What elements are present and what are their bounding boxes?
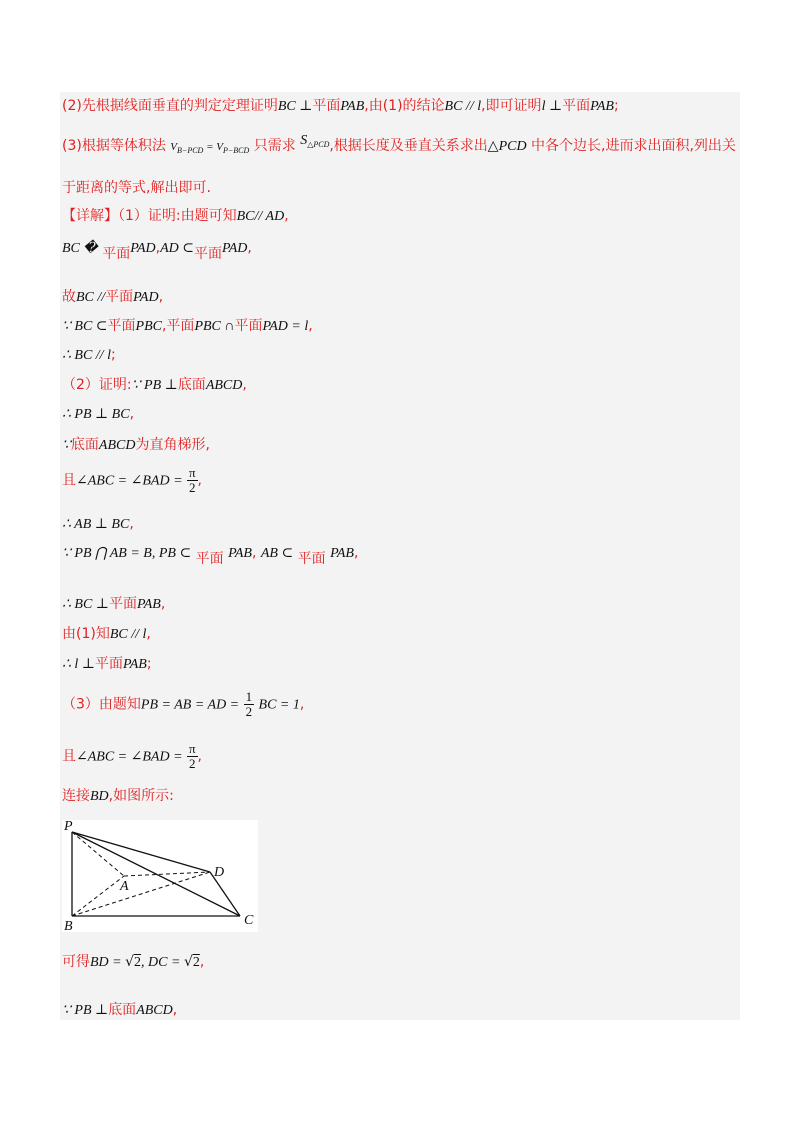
math: PAB	[340, 99, 365, 114]
text: ;	[613, 98, 619, 114]
text: (3)根据等体积法	[62, 138, 166, 154]
math: BD	[90, 789, 109, 804]
text: 平面	[297, 551, 326, 567]
text: ,	[129, 516, 134, 532]
math: ABCD	[136, 1003, 173, 1018]
text: 底面	[108, 1002, 137, 1018]
math: ABCD	[98, 438, 136, 453]
pyramid-diagram	[62, 820, 258, 932]
label-D: D	[214, 865, 225, 880]
text: 平面	[107, 318, 136, 334]
fraction-pi-over-2: $\frac{\pi}{2}$	[188, 741, 196, 771]
line-detail-6	[62, 375, 247, 396]
text: ,	[197, 748, 202, 765]
text: (2)先根据线面垂直的判定定理证明	[62, 98, 278, 114]
text: ,	[308, 318, 313, 334]
line-detail-19	[62, 1000, 177, 1021]
text: 平面	[102, 246, 131, 262]
math: PAD	[130, 241, 156, 256]
fraction-pi-over-2: $\frac{\pi}{2}$	[188, 465, 196, 495]
text: 底面	[70, 437, 99, 453]
line-detail-2	[62, 238, 252, 262]
text: ,	[299, 696, 305, 713]
text: ,由(1)的结论	[364, 98, 445, 114]
math: BC //	[76, 290, 106, 305]
text: 由(1)知	[62, 626, 110, 642]
line-detail-11	[62, 543, 359, 567]
text: 中各个边长,进而求出面积,列出关	[531, 138, 736, 154]
math: PAB	[228, 546, 252, 561]
line-detail-9	[62, 466, 202, 495]
pyramid-figure	[62, 820, 258, 932]
edge-BD	[72, 872, 210, 916]
math: ∵ PB ⊥	[131, 378, 178, 393]
math: PAD	[133, 290, 159, 305]
math: PBC	[135, 319, 162, 334]
text: ,	[242, 377, 247, 393]
math: PAB	[122, 657, 147, 672]
math: BC // l	[444, 99, 482, 114]
math: ∵ PB ⋂ AB = B, PB ⊂	[62, 546, 192, 561]
text: 平面	[195, 551, 224, 567]
line-detail-3	[62, 287, 163, 308]
math: ∵	[62, 438, 71, 453]
line-detail-4	[62, 316, 313, 337]
text: 平面	[105, 289, 134, 305]
text: 平面	[108, 596, 137, 612]
math-triangle: △PCD	[487, 139, 527, 154]
text: ,平面	[161, 318, 195, 334]
label-C: C	[244, 913, 254, 928]
line-detail-5	[62, 345, 116, 366]
math: PBC ∩	[194, 319, 235, 334]
text: ,	[146, 626, 151, 642]
math: AD ⊂	[160, 241, 194, 256]
math: BC// AD	[236, 209, 285, 224]
fraction-one-half: $\frac{1}{2}$	[245, 689, 253, 719]
line-detail-17	[62, 786, 174, 807]
label-P: P	[64, 820, 73, 834]
line-step3-hint	[62, 133, 736, 161]
text: ,	[251, 545, 257, 561]
label-A: A	[120, 879, 129, 894]
text: ,	[158, 289, 164, 305]
line-step3-hint-cont	[62, 178, 211, 198]
math: BC // l	[109, 627, 147, 642]
math: PAB	[136, 597, 161, 612]
math: ∴ AB ⊥ BC	[62, 517, 130, 532]
math: PAD	[221, 241, 248, 256]
math: PAD = l	[262, 319, 309, 334]
text: 故	[62, 289, 76, 305]
sqrt-sign: √	[183, 954, 193, 970]
line-detail-7	[62, 404, 134, 425]
text: 平面	[234, 318, 263, 334]
radicand: 2	[192, 955, 200, 970]
text: ;	[146, 656, 152, 672]
text: 且	[62, 748, 76, 765]
math: ∵ PB ⊥	[62, 1003, 109, 1018]
edge-BA	[72, 876, 124, 916]
text: ,	[199, 954, 205, 970]
radicand: 2	[134, 955, 142, 970]
text: 连接	[62, 788, 90, 804]
text: （3）由题知	[62, 696, 141, 713]
text: 底面	[177, 377, 206, 393]
text: ,	[155, 240, 161, 256]
math: ∴ PB ⊥ BC	[62, 407, 130, 422]
text: ,如图所示:	[108, 788, 174, 804]
math: BC = 1	[258, 697, 300, 713]
text: ,	[129, 406, 135, 422]
line-detail-1	[62, 206, 289, 227]
text: 【详解】（1）证明:由题可知	[62, 208, 237, 224]
line-detail-16	[62, 742, 202, 771]
text: 且	[62, 472, 76, 489]
math: ∴ BC // l	[62, 348, 111, 363]
text: ,	[172, 1002, 178, 1018]
math: BD =	[90, 955, 126, 970]
text: 平面	[562, 98, 591, 114]
line-detail-8	[62, 435, 210, 456]
line-detail-18	[62, 952, 204, 973]
math: PAB	[330, 546, 354, 561]
text: ,	[284, 208, 289, 224]
text: 平面	[193, 246, 222, 262]
line-step2-hint	[62, 96, 619, 117]
edge-AD	[124, 872, 210, 876]
math-area: $S_{\triangle PCD}$	[300, 133, 330, 149]
text: 于距离的等式,解出即可.	[62, 180, 211, 196]
math: , DC =	[141, 955, 184, 970]
text: 为直角梯形,	[135, 437, 210, 453]
text: 平面	[312, 98, 341, 114]
text: 可得	[62, 954, 90, 970]
math: ∠ABC = ∠BAD =	[76, 473, 183, 489]
line-detail-13	[62, 624, 151, 645]
text: 平面	[94, 656, 123, 672]
label-B: B	[64, 919, 73, 932]
line-detail-12	[62, 594, 165, 615]
line-detail-15	[62, 690, 304, 719]
math: AB ⊂	[260, 546, 294, 561]
text: （2）证明:	[62, 377, 132, 393]
math: ∵ BC ⊂	[62, 319, 108, 334]
math: l ⊥	[541, 99, 563, 114]
text: 只需求	[253, 138, 296, 154]
math-volume-eq: $V_{B-PCD} = V_{P-BCD}$	[170, 141, 250, 155]
math: BC �	[62, 241, 98, 256]
math: PAB	[590, 99, 614, 114]
text: ,即可证明	[481, 98, 542, 114]
math: ∴ BC ⊥	[62, 597, 109, 612]
text: ;	[110, 347, 116, 363]
text: ,	[197, 472, 202, 489]
text: ,	[353, 545, 359, 561]
text: ,	[160, 596, 166, 612]
sqrt-sign: √	[125, 954, 135, 970]
line-detail-14	[62, 654, 152, 675]
math: ∴ l ⊥	[62, 657, 95, 672]
math: ∠ABC = ∠BAD =	[76, 749, 183, 765]
text: ,	[247, 240, 252, 256]
text: ,根据长度及垂直关系求出	[329, 138, 488, 154]
math: ABCD	[205, 378, 243, 393]
line-detail-10	[62, 514, 134, 535]
math: BC ⊥	[277, 99, 313, 114]
math: PB = AB = AD =	[140, 697, 240, 713]
